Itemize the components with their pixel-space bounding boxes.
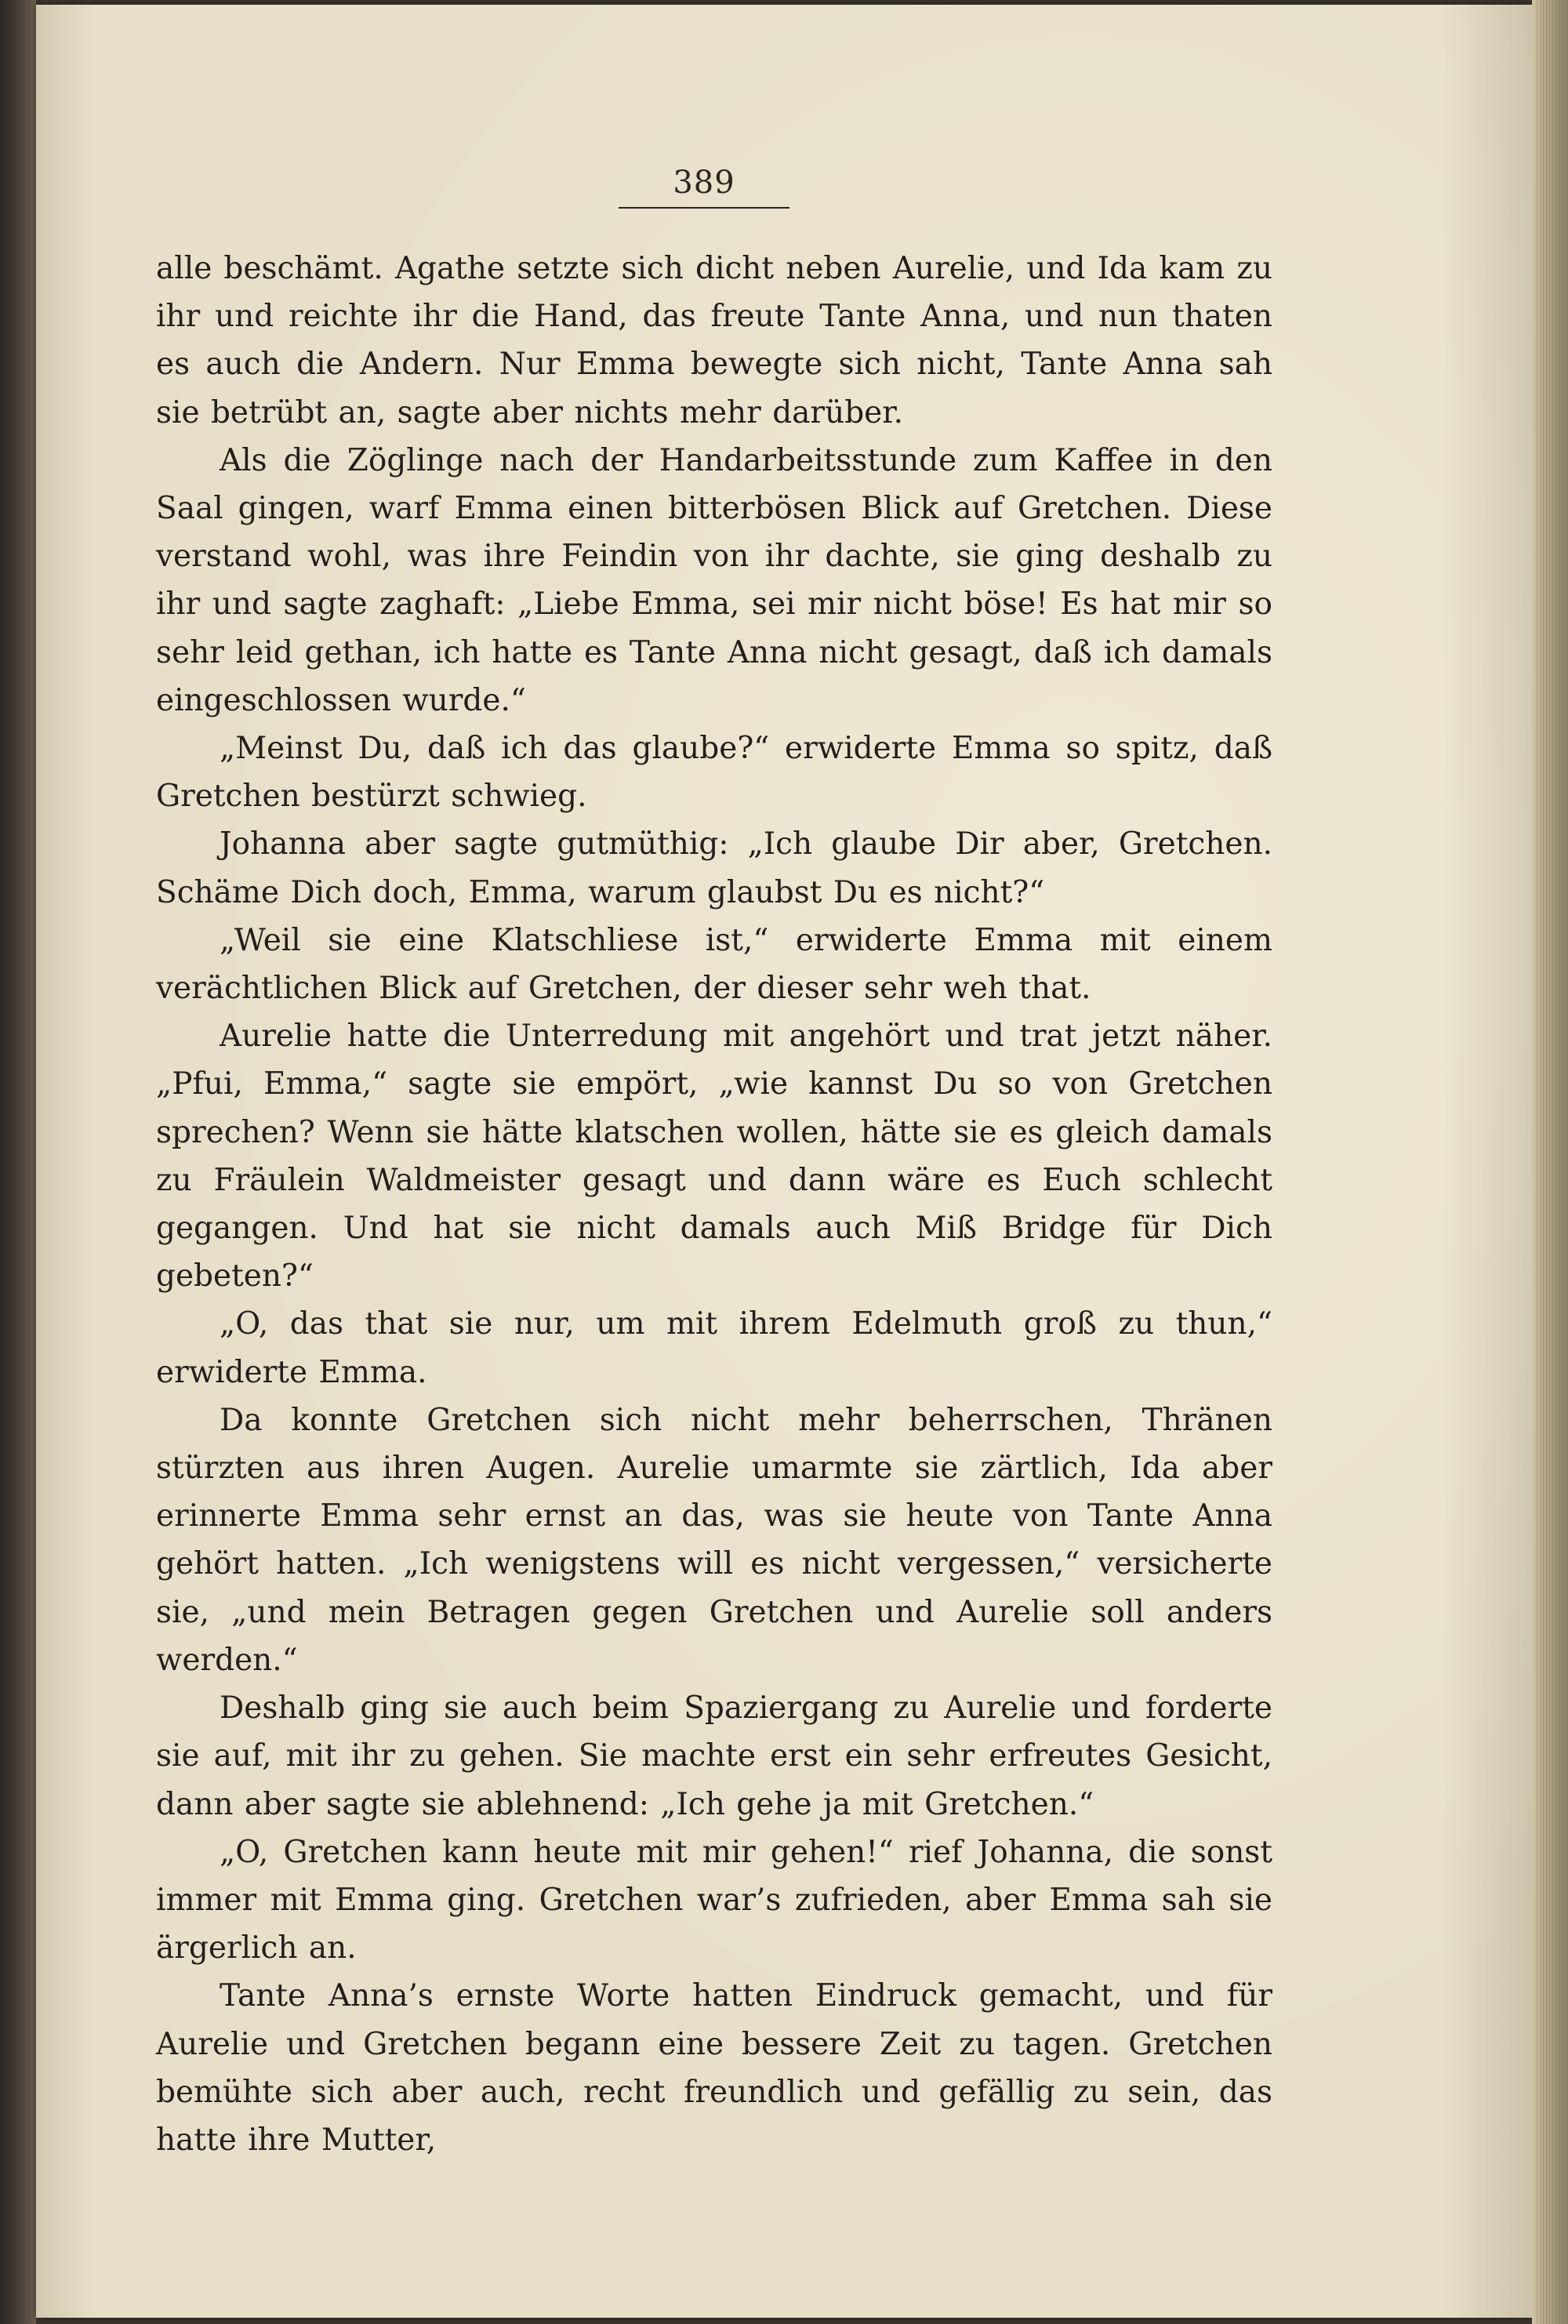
page-header bbox=[618, 165, 790, 209]
paragraph-6: Aurelie hatte die Unterredung mit angehört und trat jetzt näher. „Pfui, Emma,“ sagte sie empört, „wie kannst Du so von Gretchen sprechen? Wenn sie hätte klatschen wollen, hätte sie es gleich damals zu Fräulein Waldmeister gesagt und dann wäre es Euch schlecht gegangen. Und hat sie nicht damals auch Miß Bridge für Dich gebeten?“ bbox=[156, 1019, 1272, 1295]
paragraph-1: alle beschämt. Agathe setzte sich dicht neben Aurelie, und Ida kam zu ihr und reichte ihr die Hand, das freute Tante Anna, und nun thaten es auch die Andern. Nur Emma bewegte sich nicht, Tante Anna sah sie betrübt an, sagte aber nichts mehr darüber. bbox=[156, 251, 1272, 430]
paragraph-11: Tante Anna’s ernste Worte hatten Eindruck gemacht, und für Aurelie und Gretchen begann eine bessere Zeit zu tagen. Gretchen bemühte sich aber auch, recht freundlich und gefällig zu sein, das hatte ihre Mutter, bbox=[156, 1978, 1272, 2158]
paragraph-9: Deshalb ging sie auch beim Spaziergang zu Aurelie und forderte sie auf, mit ihr zu gehen. Sie machte erst ein sehr erfreutes Gesicht, dann aber sagte sie ablehnend: „Ich gehe ja mit Gretchen.“ bbox=[156, 1690, 1272, 1822]
header-rule bbox=[619, 207, 789, 209]
body-text bbox=[156, 245, 1272, 2164]
paragraph-2: Als die Zöglinge nach der Handarbeitsstunde zum Kaffee in den Saal gingen, warf Emma einen bitterbösen Blick auf Gretchen. Diese verstand wohl, was ihre Feindin von ihr dachte, sie ging deshalb zu ihr und sagte zaghaft: „Liebe Emma, sei mir nicht böse! Es hat mir so sehr leid gethan, ich hatte es Tante Anna nicht gesagt, daß ich damals eingeschlossen wurde.“ bbox=[156, 442, 1272, 718]
paragraph-3: „Meinst Du, daß ich das glaube?“ erwiderte Emma so spitz, daß Gretchen bestürzt schwieg. bbox=[156, 731, 1272, 815]
paragraph-10: „O, Gretchen kann heute mit mir gehen!“ rief Johanna, die sonst immer mit Emma ging. Gretchen war’s zufrieden, aber Emma sah sie ärgerlich an. bbox=[156, 1834, 1272, 1966]
paragraph-8: Da konnte Gretchen sich nicht mehr beherrschen, Thränen stürzten aus ihren Augen. Aurelie umarmte sie zärtlich, Ida aber erinnerte Emma sehr ernst an das, was sie heute von Tante Anna gehört hatten. „Ich wenigstens will es nicht vergessen,“ versicherte sie, „und mein Betragen gegen Gretchen und Aurelie soll anders werden.“ bbox=[156, 1402, 1272, 1678]
book-binding bbox=[0, 0, 36, 2324]
paragraph-4: Johanna aber sagte gutmüthig: „Ich glaube Dir aber, Gretchen. Schäme Dich doch, Emma, warum glaubst Du es nicht?“ bbox=[156, 826, 1272, 910]
page-number: 389 bbox=[673, 165, 735, 201]
page-edges bbox=[1532, 0, 1568, 2324]
page-edge-lines bbox=[1537, 0, 1563, 2324]
paragraph-5: „Weil sie eine Klatschliese ist,“ erwiderte Emma mit einem verächtlichen Blick auf Gretchen, der dieser sehr weh that. bbox=[156, 922, 1272, 1007]
paragraph-7: „O, das that sie nur, um mit ihrem Edelmuth groß zu thun,“ erwiderte Emma. bbox=[156, 1306, 1272, 1390]
